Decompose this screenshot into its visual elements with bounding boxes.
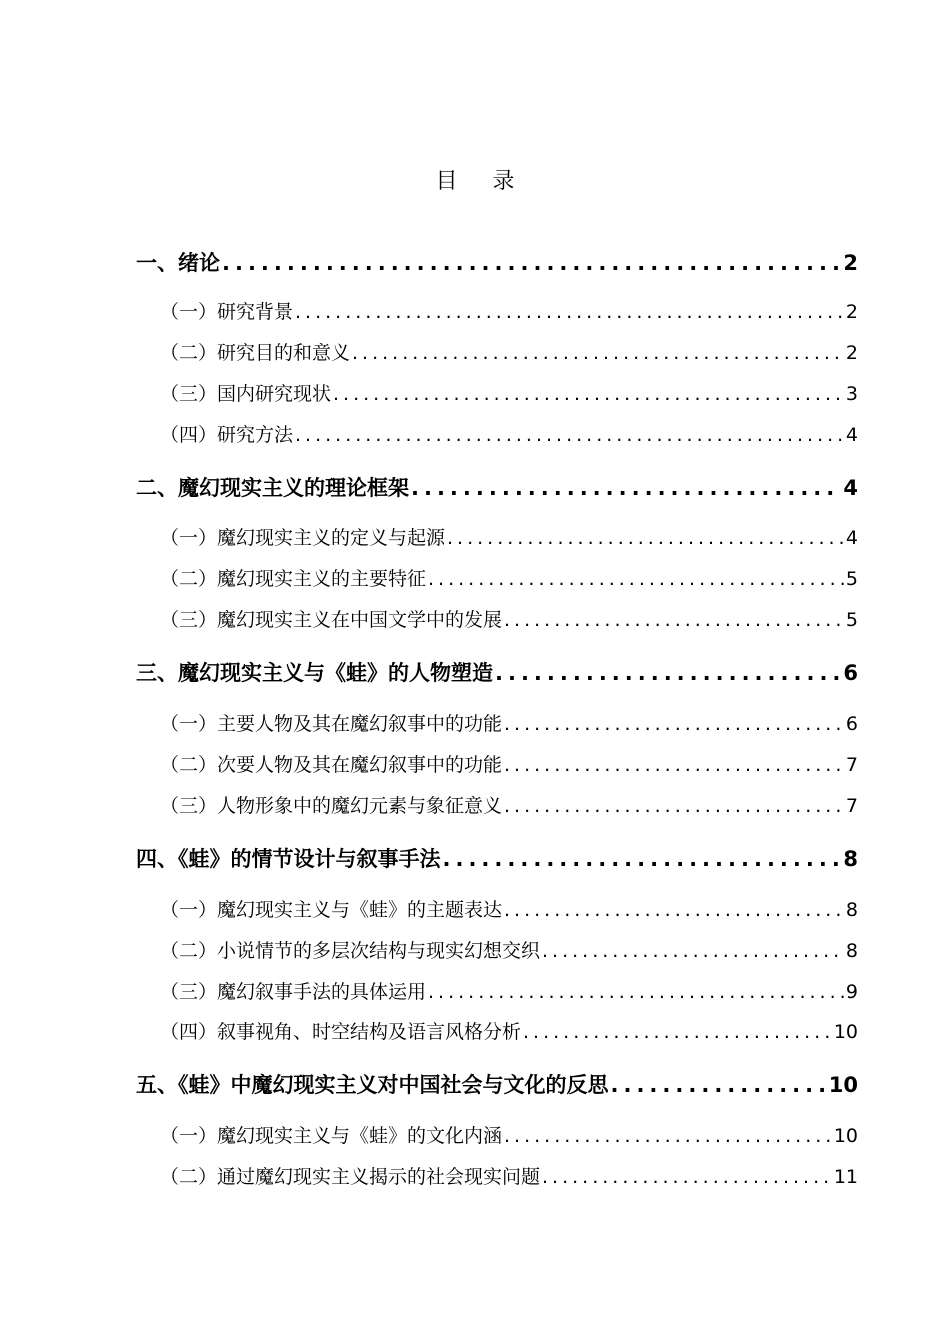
toc-page-number: 11 xyxy=(833,1166,858,1188)
toc-page-number: 5 xyxy=(845,609,858,631)
toc-entry-label: （一）研究背景 xyxy=(160,301,294,323)
toc-page-number: 9 xyxy=(845,981,858,1003)
toc-section-entry[interactable] xyxy=(160,710,858,738)
toc-dot-leader xyxy=(495,658,841,688)
toc-entry-label: （一）魔幻现实主义与《蛙》的文化内涵 xyxy=(160,1125,503,1147)
toc-section-entry[interactable] xyxy=(160,896,858,924)
toc-dot-leader xyxy=(295,298,844,326)
toc-entry-label: 五、《蛙》中魔幻现实主义对中国社会与文化的反思 xyxy=(136,1073,609,1097)
toc-dot-leader xyxy=(504,710,844,738)
toc-dot-leader xyxy=(352,339,844,367)
toc-page-number: 10 xyxy=(828,1073,858,1097)
toc-dot-leader xyxy=(447,524,844,552)
toc-dot-leader xyxy=(333,380,844,408)
toc-section-entry[interactable] xyxy=(160,1163,858,1191)
toc-entry-label: （二）次要人物及其在魔幻叙事中的功能 xyxy=(160,754,503,776)
toc-page-number: 5 xyxy=(845,568,858,590)
toc-entry-label: 三、魔幻现实主义与《蛙》的人物塑造 xyxy=(136,661,493,685)
toc-section-entry[interactable] xyxy=(160,298,858,326)
toc-dot-leader xyxy=(428,565,844,593)
toc-chapter-entry[interactable] xyxy=(136,658,858,688)
toc-dot-leader xyxy=(523,1018,832,1046)
toc-chapter-entry[interactable] xyxy=(136,844,858,874)
toc-entry-label: （一）主要人物及其在魔幻叙事中的功能 xyxy=(160,713,503,735)
toc-dot-leader xyxy=(542,1163,832,1191)
toc-dot-leader xyxy=(411,473,841,503)
toc-entry-label: （三）国内研究现状 xyxy=(160,383,332,405)
toc-entry-label: （二）魔幻现实主义的主要特征 xyxy=(160,568,427,590)
toc-chapter-entry[interactable] xyxy=(136,1070,858,1100)
toc-dot-leader xyxy=(443,844,842,874)
toc-page-number: 7 xyxy=(845,754,858,776)
toc-section-entry[interactable] xyxy=(160,380,858,408)
toc-dot-leader xyxy=(504,751,844,779)
toc-page-number: 2 xyxy=(843,251,858,275)
toc-entry-label: （三）魔幻现实主义在中国文学中的发展 xyxy=(160,609,503,631)
toc-page-number: 6 xyxy=(843,661,858,685)
toc-page-number: 4 xyxy=(843,476,858,500)
toc-page-number: 2 xyxy=(845,301,858,323)
toc-entry-label: （二）小说情节的多层次结构与现实幻想交织 xyxy=(160,940,541,962)
toc-dot-leader xyxy=(222,248,841,278)
toc-dot-leader xyxy=(504,792,844,820)
toc-page-number: 8 xyxy=(845,940,858,962)
toc-page-number: 4 xyxy=(845,527,858,549)
toc-section-entry[interactable] xyxy=(160,524,858,552)
toc-dot-leader xyxy=(504,1122,832,1150)
toc-dot-leader xyxy=(295,421,844,449)
toc-section-entry[interactable] xyxy=(160,792,858,820)
toc-chapter-entry[interactable] xyxy=(136,248,858,278)
toc-page-number: 7 xyxy=(845,795,858,817)
toc-entry-label: 四、《蛙》的情节设计与叙事手法 xyxy=(136,847,441,871)
toc-entry-label: 二、魔幻现实主义的理论框架 xyxy=(136,476,409,500)
toc-entry-label: （四）叙事视角、时空结构及语言风格分析 xyxy=(160,1021,522,1043)
toc-chapter-entry[interactable] xyxy=(136,473,858,503)
toc-entry-label: 一、绪论 xyxy=(136,251,220,275)
toc-page-number: 8 xyxy=(843,847,858,871)
toc-dot-leader xyxy=(542,937,844,965)
toc-dot-leader xyxy=(504,896,844,924)
toc-page-number: 3 xyxy=(845,383,858,405)
toc-page-number: 10 xyxy=(833,1021,858,1043)
toc-section-entry[interactable] xyxy=(160,421,858,449)
toc-page-number: 10 xyxy=(833,1125,858,1147)
toc-section-entry[interactable] xyxy=(160,937,858,965)
toc-section-entry[interactable] xyxy=(160,565,858,593)
toc-entry-label: （一）魔幻现实主义与《蛙》的主题表达 xyxy=(160,899,503,921)
toc-dot-leader xyxy=(428,978,844,1006)
toc-section-entry[interactable] xyxy=(160,1122,858,1150)
toc-section-entry[interactable] xyxy=(160,978,858,1006)
toc-entry-label: （三）人物形象中的魔幻元素与象征意义 xyxy=(160,795,503,817)
toc-dot-leader xyxy=(504,606,844,634)
toc-entry-label: （四）研究方法 xyxy=(160,424,294,446)
toc-page-number: 8 xyxy=(845,899,858,921)
toc-section-entry[interactable] xyxy=(160,1018,858,1046)
toc-page-number: 4 xyxy=(845,424,858,446)
toc-entry-label: （一）魔幻现实主义的定义与起源 xyxy=(160,527,446,549)
toc-section-entry[interactable] xyxy=(160,606,858,634)
toc-title: 目 录 xyxy=(435,169,529,194)
toc-entry-label: （二）通过魔幻现实主义揭示的社会现实问题 xyxy=(160,1166,541,1188)
toc-entry-label: （三）魔幻叙事手法的具体运用 xyxy=(160,981,427,1003)
toc-page-number: 6 xyxy=(845,713,858,735)
toc-page-number: 2 xyxy=(845,342,858,364)
toc-dot-leader xyxy=(611,1070,827,1100)
toc-entry-label: （二）研究目的和意义 xyxy=(160,342,351,364)
toc-section-entry[interactable] xyxy=(160,339,858,367)
toc-section-entry[interactable] xyxy=(160,751,858,779)
